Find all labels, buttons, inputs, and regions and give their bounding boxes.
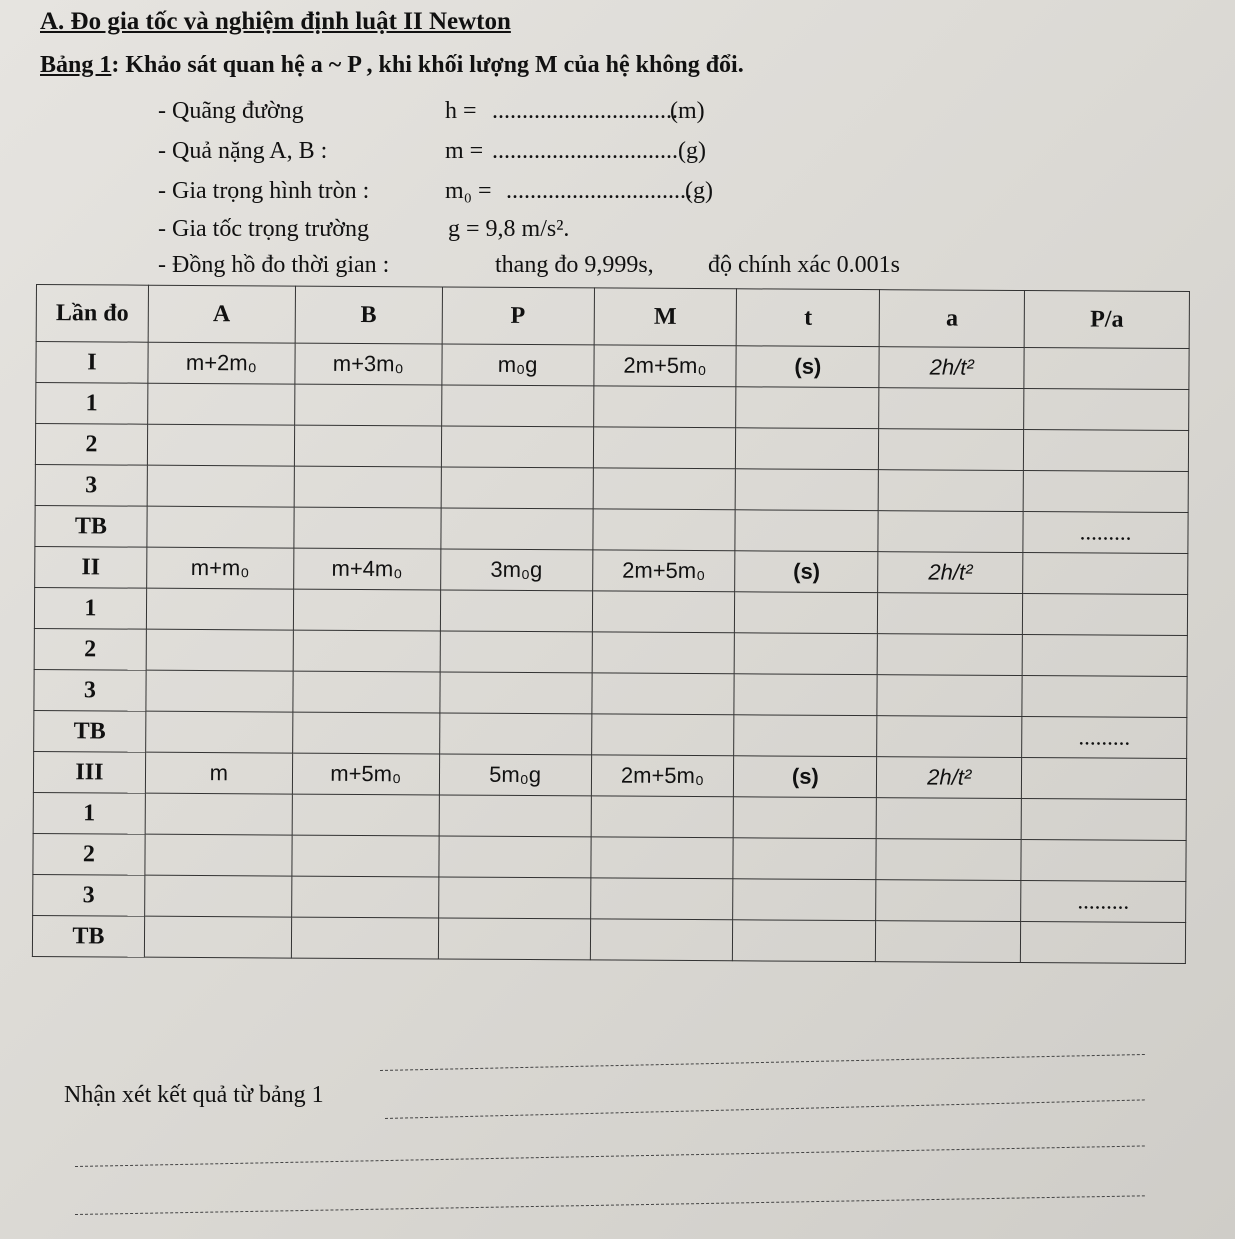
clock-label: - Đồng hồ đo thời gian : bbox=[158, 252, 390, 278]
cell[interactable] bbox=[734, 715, 877, 757]
cell[interactable] bbox=[1022, 635, 1187, 677]
param-symbol: g = 9,8 m/s². bbox=[448, 216, 570, 242]
cell-acc: 2h/t² bbox=[877, 757, 1022, 799]
cell[interactable] bbox=[736, 387, 879, 429]
cell[interactable] bbox=[734, 674, 877, 716]
cell[interactable] bbox=[291, 917, 438, 959]
cell-b: m+3m₀ bbox=[295, 343, 442, 385]
cell[interactable] bbox=[294, 507, 441, 549]
cell-a: m+m₀ bbox=[147, 547, 294, 589]
cell[interactable] bbox=[1023, 471, 1188, 513]
cell[interactable] bbox=[735, 633, 878, 675]
header-force: P bbox=[442, 287, 594, 345]
cell[interactable] bbox=[145, 875, 292, 917]
cell[interactable] bbox=[145, 793, 292, 835]
cell[interactable] bbox=[733, 920, 876, 962]
table-row-average bbox=[32, 915, 1185, 963]
header-time: t bbox=[737, 289, 880, 347]
cell-a: m bbox=[145, 752, 292, 794]
param-symbol: h = bbox=[445, 98, 477, 124]
table-row bbox=[34, 628, 1187, 676]
cell[interactable] bbox=[876, 921, 1021, 963]
table-row-group bbox=[36, 342, 1189, 390]
cell[interactable] bbox=[592, 591, 735, 633]
cell[interactable] bbox=[441, 385, 593, 427]
cell[interactable] bbox=[146, 670, 293, 712]
trial-label: TB bbox=[32, 915, 144, 957]
cell[interactable] bbox=[590, 878, 733, 920]
table-row bbox=[36, 383, 1189, 431]
cell[interactable] bbox=[439, 836, 591, 878]
param-unit: (m) bbox=[670, 98, 705, 124]
cell[interactable] bbox=[877, 716, 1022, 758]
cell[interactable] bbox=[877, 675, 1022, 717]
cell[interactable] bbox=[441, 508, 593, 550]
cell[interactable] bbox=[441, 426, 593, 468]
cell[interactable] bbox=[1021, 799, 1186, 841]
cell-t: (s) bbox=[735, 551, 878, 593]
header-acceleration: a bbox=[879, 290, 1024, 348]
table-row bbox=[34, 587, 1187, 635]
group-label: III bbox=[33, 751, 145, 793]
cell-acc: 2h/t² bbox=[878, 552, 1023, 594]
table-caption-text: : Khảo sát quan hệ a ~ P , khi khối lượng M của hệ không đổi. bbox=[111, 52, 744, 78]
cell-b: m+5m₀ bbox=[292, 753, 439, 795]
cell[interactable] bbox=[733, 879, 876, 921]
cell[interactable] bbox=[735, 510, 878, 552]
cell-b: m+4m₀ bbox=[293, 548, 440, 590]
cell[interactable] bbox=[294, 384, 441, 426]
cell[interactable] bbox=[146, 588, 293, 630]
cell[interactable] bbox=[293, 671, 440, 713]
cell[interactable] bbox=[876, 880, 1021, 922]
cell[interactable] bbox=[879, 388, 1024, 430]
trial-label: 3 bbox=[34, 669, 146, 711]
cell[interactable] bbox=[440, 631, 592, 673]
measurement-table bbox=[32, 284, 1190, 964]
cell[interactable] bbox=[876, 839, 1021, 881]
cell[interactable] bbox=[878, 511, 1023, 553]
cell[interactable] bbox=[878, 470, 1023, 512]
trial-label: 2 bbox=[35, 424, 147, 466]
cell[interactable] bbox=[1024, 389, 1189, 431]
cell-p: 5m₀g bbox=[439, 754, 591, 796]
cell[interactable] bbox=[439, 713, 591, 755]
param-label: - Gia tốc trọng trường bbox=[158, 216, 369, 242]
group-label: I bbox=[36, 342, 148, 384]
trial-label: 1 bbox=[36, 383, 148, 425]
cell[interactable] bbox=[590, 837, 733, 879]
header-a-mass: A bbox=[148, 285, 295, 343]
trial-label: 3 bbox=[33, 874, 145, 916]
cell[interactable] bbox=[148, 383, 295, 425]
fill-blank[interactable]: ............................... bbox=[506, 178, 692, 204]
cell[interactable] bbox=[146, 711, 293, 753]
cell-m: 2m+5m₀ bbox=[591, 755, 734, 797]
cell[interactable] bbox=[144, 916, 291, 958]
cell[interactable] bbox=[293, 589, 440, 631]
table-caption-label: Bảng 1 bbox=[40, 52, 112, 78]
cell[interactable] bbox=[736, 428, 879, 470]
cell[interactable] bbox=[1022, 676, 1187, 718]
cell[interactable] bbox=[438, 877, 590, 919]
clock-precision: độ chính xác 0.001s bbox=[708, 252, 900, 278]
cell[interactable] bbox=[1022, 594, 1187, 636]
table-row bbox=[33, 833, 1186, 881]
header-trial: Lần đo bbox=[36, 285, 148, 343]
fill-blank[interactable]: ............................... bbox=[492, 138, 678, 164]
cell[interactable] bbox=[592, 632, 735, 674]
table-caption bbox=[40, 52, 744, 79]
param-label: - Quả nặng A, B : bbox=[158, 138, 328, 164]
cell[interactable] bbox=[147, 506, 294, 548]
cell[interactable] bbox=[736, 469, 879, 511]
cell[interactable] bbox=[1020, 922, 1185, 964]
cell-p: m₀g bbox=[442, 344, 594, 386]
cell[interactable] bbox=[592, 509, 735, 551]
cell-acc: 2h/t² bbox=[879, 347, 1024, 389]
cell-t: (s) bbox=[736, 346, 879, 388]
cell[interactable] bbox=[292, 794, 439, 836]
param-unit: (g) bbox=[685, 178, 713, 204]
header-total-mass: M bbox=[594, 288, 737, 346]
cell[interactable] bbox=[294, 425, 441, 467]
trial-label: 1 bbox=[34, 587, 146, 629]
param-unit: (g) bbox=[678, 138, 706, 164]
cell-m: 2m+5m₀ bbox=[592, 550, 735, 592]
cell[interactable] bbox=[733, 838, 876, 880]
page-title: A. Đo gia tốc và nghiệm định luật II Newton bbox=[40, 8, 511, 35]
cell[interactable] bbox=[147, 465, 294, 507]
cell[interactable] bbox=[593, 427, 736, 469]
clock-range: thang đo 9,999s, bbox=[495, 252, 654, 278]
cell[interactable] bbox=[590, 919, 733, 961]
param-label: - Gia trọng hình tròn : bbox=[158, 178, 370, 204]
cell[interactable] bbox=[591, 673, 734, 715]
table-row bbox=[33, 792, 1186, 840]
cell[interactable] bbox=[876, 798, 1021, 840]
cell[interactable] bbox=[1023, 430, 1188, 472]
cell[interactable] bbox=[440, 672, 592, 714]
trial-label: TB bbox=[34, 710, 146, 752]
remark-label: Nhận xét kết quả từ bảng 1 bbox=[64, 1082, 324, 1108]
cell[interactable] bbox=[145, 834, 292, 876]
cell[interactable] bbox=[293, 630, 440, 672]
cell[interactable] bbox=[292, 835, 439, 877]
cell-t: (s) bbox=[734, 756, 877, 798]
table-row-group bbox=[35, 546, 1188, 594]
cell[interactable] bbox=[291, 876, 438, 918]
cell[interactable] bbox=[441, 467, 593, 509]
cell[interactable] bbox=[734, 797, 877, 839]
cell-ratio[interactable] bbox=[1021, 758, 1186, 800]
cell[interactable] bbox=[878, 593, 1023, 635]
cell[interactable] bbox=[440, 590, 592, 632]
cell-p: 3m₀g bbox=[440, 549, 592, 591]
cell[interactable] bbox=[879, 429, 1024, 471]
table-row bbox=[35, 464, 1188, 512]
cell[interactable] bbox=[877, 634, 1022, 676]
table-row bbox=[33, 874, 1186, 922]
cell[interactable] bbox=[593, 468, 736, 510]
cell[interactable] bbox=[735, 592, 878, 634]
cell[interactable] bbox=[591, 714, 734, 756]
table-row bbox=[34, 669, 1187, 717]
table-row-group bbox=[33, 751, 1186, 799]
average-placeholder[interactable]: ......... bbox=[1022, 717, 1187, 759]
param-symbol: m₀ = bbox=[445, 178, 492, 204]
trial-label: TB bbox=[35, 505, 147, 547]
cell[interactable] bbox=[439, 795, 591, 837]
cell-m: 2m+5m₀ bbox=[593, 345, 736, 387]
table-header-row bbox=[36, 285, 1189, 349]
average-placeholder[interactable]: ......... bbox=[1021, 881, 1186, 923]
cell[interactable] bbox=[438, 918, 590, 960]
cell-ratio[interactable] bbox=[1023, 553, 1188, 595]
header-ratio: P/a bbox=[1024, 291, 1189, 349]
cell-ratio[interactable] bbox=[1024, 348, 1189, 390]
group-label: II bbox=[35, 546, 147, 588]
param-symbol: m = bbox=[445, 138, 484, 164]
table-row bbox=[35, 424, 1188, 472]
cell[interactable] bbox=[591, 796, 734, 838]
header-b-mass: B bbox=[295, 286, 442, 344]
fill-blank[interactable]: ............................... bbox=[492, 98, 678, 124]
cell[interactable] bbox=[146, 629, 293, 671]
cell[interactable] bbox=[1021, 840, 1186, 882]
trial-label: 3 bbox=[35, 464, 147, 506]
cell[interactable] bbox=[593, 386, 736, 428]
cell[interactable] bbox=[147, 424, 294, 466]
trial-label: 2 bbox=[34, 628, 146, 670]
cell-a: m+2m₀ bbox=[148, 342, 295, 384]
trial-label: 2 bbox=[33, 833, 145, 875]
cell[interactable] bbox=[292, 712, 439, 754]
table-row-average bbox=[35, 505, 1188, 553]
average-placeholder[interactable]: ......... bbox=[1023, 512, 1188, 554]
table-row-average bbox=[34, 710, 1187, 758]
param-label: - Quãng đường bbox=[158, 98, 304, 124]
trial-label: 1 bbox=[33, 792, 145, 834]
cell[interactable] bbox=[294, 466, 441, 508]
